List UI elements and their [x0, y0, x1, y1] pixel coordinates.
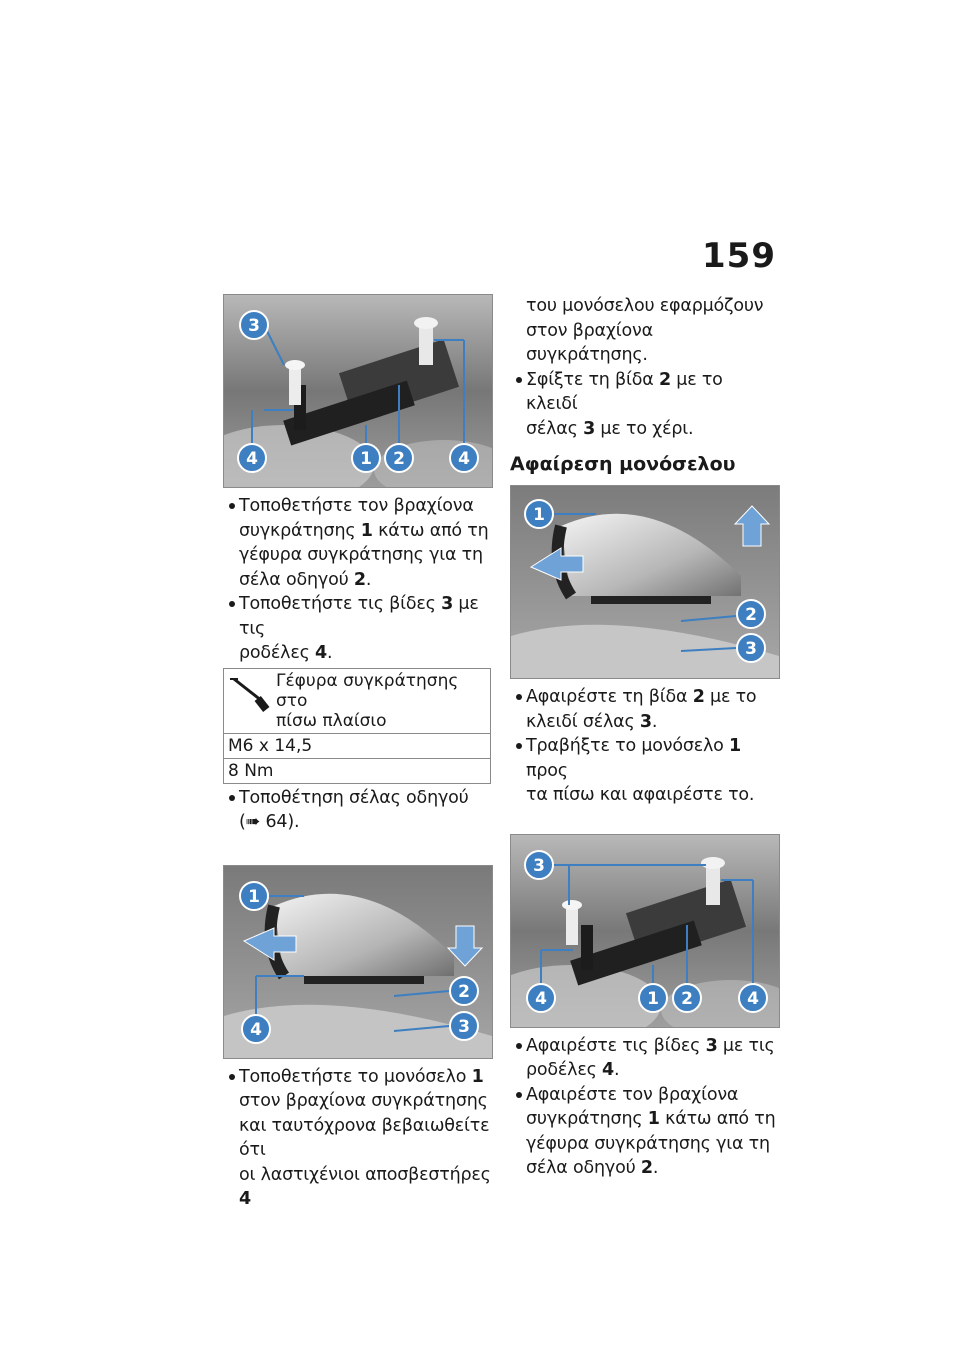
install-steps-b: [223, 786, 491, 835]
list-item: Σφίξτε τη βίδα 2 με το κλειδί σέλας 3 με το χέρι.: [510, 368, 778, 442]
label-badge: [450, 977, 478, 1005]
removal-steps-b: [510, 1034, 778, 1181]
page-reference-arrow-icon[interactable]: ➠: [245, 812, 261, 832]
label-badge: [450, 444, 478, 472]
svg-text:4: 4: [246, 449, 258, 469]
install-steps-d: [510, 294, 778, 441]
list-item: Αφαιρέστε τη βίδα 2 με το κλειδί σέλας 3.: [510, 685, 778, 734]
svg-text:3: 3: [533, 855, 545, 876]
label-badge: [737, 600, 765, 628]
figure-seat-removal: [510, 485, 780, 679]
label-badge: [737, 634, 765, 662]
left-column: [223, 294, 491, 1212]
list-item: Τοποθετήστε τις βίδες 3 με τις ροδέλες 4.: [223, 592, 491, 666]
label-badge: [242, 1015, 270, 1043]
right-column: [510, 294, 778, 1181]
label-badge: [240, 882, 268, 910]
install-steps-c: [223, 1065, 491, 1212]
svg-text:3: 3: [745, 639, 757, 659]
label-badge: [238, 444, 266, 472]
svg-text:4: 4: [458, 449, 470, 469]
wrench-icon: [228, 671, 272, 715]
figure-bracket-install: [223, 294, 493, 488]
install-steps-a: [223, 494, 491, 666]
label-badge: [240, 311, 268, 339]
list-item: Τραβήξτε το μονόσελο 1 προς τα πίσω και αφαιρέστε το.: [510, 734, 778, 808]
removal-steps-a: [510, 685, 778, 808]
list-item: Αφαιρέστε τις βίδες 3 με τις ροδέλες 4.: [510, 1034, 778, 1083]
svg-text:2: 2: [745, 605, 757, 625]
svg-text:4: 4: [250, 1019, 262, 1040]
svg-text:1: 1: [360, 449, 372, 469]
svg-text:2: 2: [681, 988, 693, 1009]
label-badge: [352, 444, 380, 472]
svg-text:1: 1: [248, 886, 260, 907]
list-item: Τοποθετήστε τον βραχίονα συγκράτησης 1 κάτω από τη γέφυρα συγκράτησης για τη σέλα οδηγού 2.: [223, 494, 491, 592]
label-badge: [639, 984, 667, 1012]
label-badge: [673, 984, 701, 1012]
figure-bracket-removal: [510, 834, 780, 1028]
label-badge: [527, 984, 555, 1012]
svg-text:1: 1: [647, 988, 659, 1009]
list-item: Τοποθετήστε το μονόσελο 1 στον βραχίονα συγκράτησης και ταυτόχρονα βεβαιωθείτε ότι οι λαστιχένιοι αποσβεστήρες 4: [223, 1065, 491, 1212]
svg-text:3: 3: [248, 316, 260, 336]
label-badge: [525, 851, 553, 879]
list-item: του μονόσελου εφαρμόζουν στον βραχίονα συγκράτησης.: [526, 296, 764, 365]
figure-seat-install: [223, 865, 493, 1059]
svg-text:3: 3: [458, 1016, 470, 1037]
spec-title-cell: Γέφυρα συγκράτησης στο πίσω πλαίσιο: [224, 668, 491, 733]
svg-text:2: 2: [393, 449, 405, 469]
svg-text:1: 1: [533, 505, 545, 525]
list-item: Τοποθέτηση σέλας οδηγού (➠ 64).: [223, 786, 491, 835]
spec-size: M6 x 14,5: [224, 733, 491, 758]
list-item: Αφαιρέστε τον βραχίονα συγκράτησης 1 κάτω από τη γέφυρα συγκράτησης για τη σέλα οδηγού 2.: [510, 1083, 778, 1181]
label-badge: [525, 500, 553, 528]
page-number: 159: [702, 236, 776, 276]
section-heading: Αφαίρεση μονόσελου: [510, 453, 736, 475]
svg-text:2: 2: [458, 981, 470, 1002]
svg-text:4: 4: [747, 988, 759, 1009]
label-badge: [739, 984, 767, 1012]
torque-spec-table: [223, 668, 491, 784]
label-badge: [450, 1012, 478, 1040]
svg-text:4: 4: [535, 988, 547, 1009]
spec-torque: 8 Nm: [224, 758, 491, 783]
label-badge: [385, 444, 413, 472]
